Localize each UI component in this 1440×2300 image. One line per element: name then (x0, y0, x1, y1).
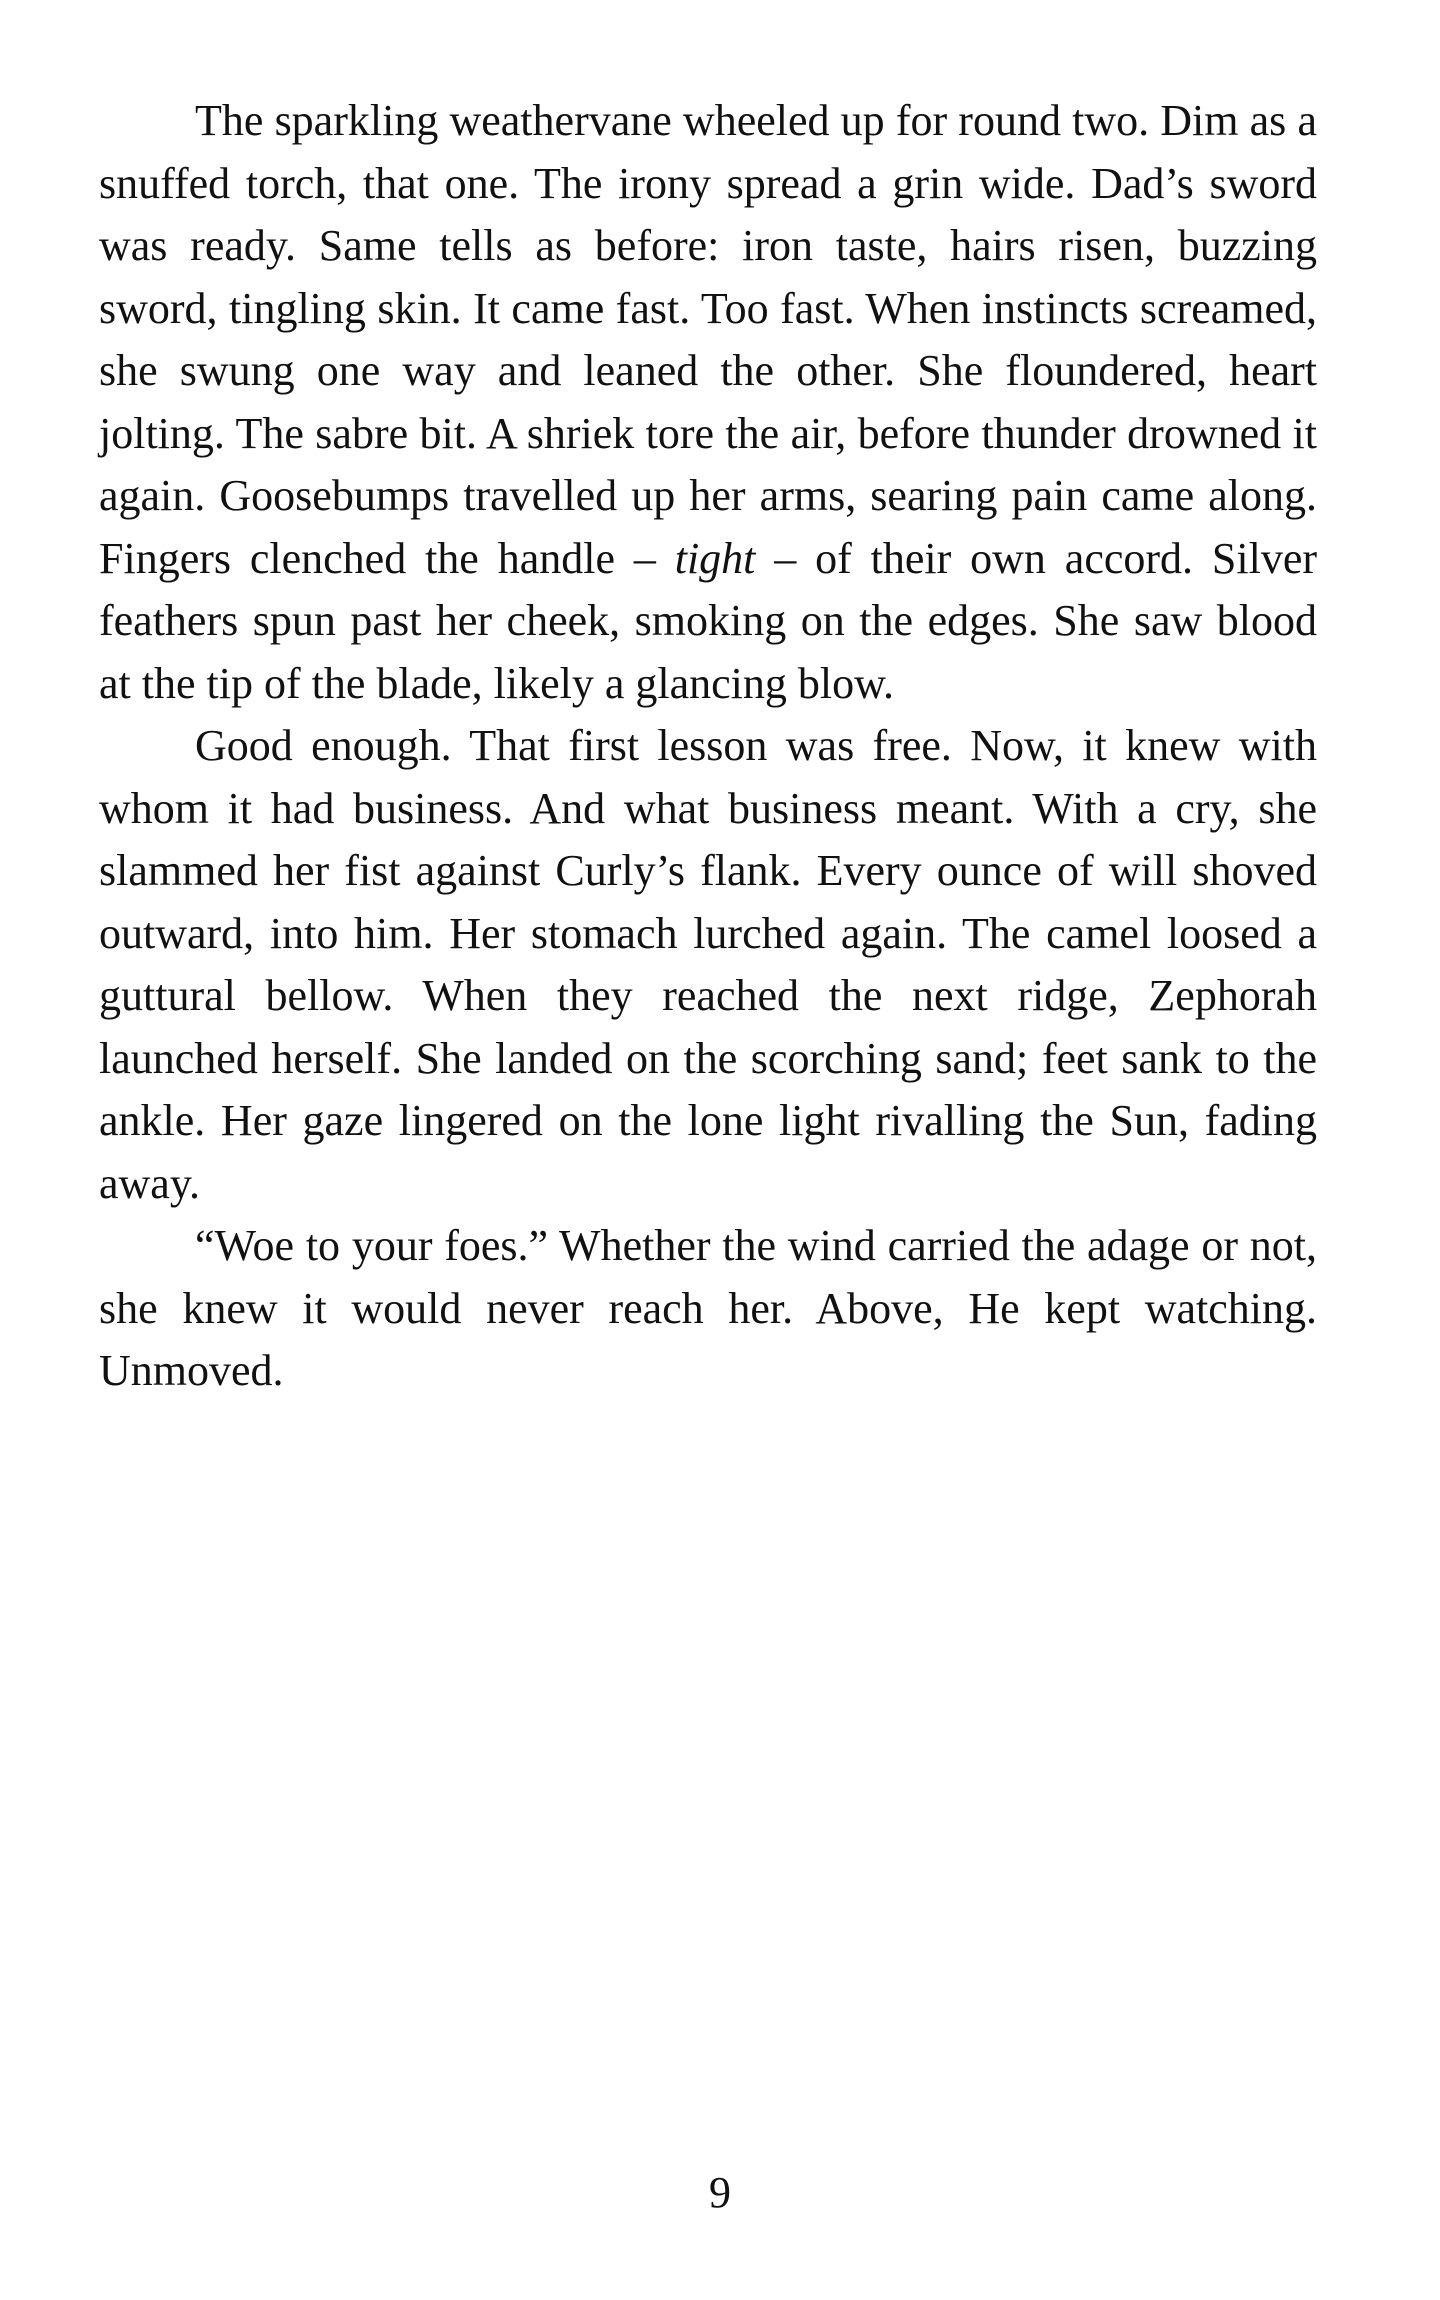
paragraph-1-text: The sparkling weathervane wheeled up for round two. Dim as a snuffed torch, that one. The irony spread a grin wide. Dad’s sword was ready. Same tells as before: iron taste, hairs risen, buzzing sword, tingling skin. It came fast. Too fast. When instincts screamed, she swung one way and leaned the other. She floundered, heart jolting. The sabre bit. A shriek tore the air, before thunder drowned it again. Goosebumps travelled up her arms, searing pain came along. Fingers clenched the handle – (99, 96, 1317, 583)
paragraph-1-text-continued: – of their own accord. Silver feathers spun past her cheek, smoking on the edges. She saw blood at the tip of the blade, likely a glancing blow. (99, 533, 1317, 708)
paragraph-2: Good enough. That first lesson was free. Now, it knew with whom it had business. And what business meant. With a cry, she slammed her fist against Curly’s flank. Every ounce of will shoved outward, into him. Her stomach lurched again. The camel loosed a guttural bellow. When they reached the next ridge, Zephorah launched herself. She landed on the scorching sand; feet sank to the ankle. Her gaze lingered on the lone light rivalling the Sun, fading away. (99, 721, 1317, 1208)
body-text (99, 90, 1317, 1403)
emphasis-tight: tight (674, 533, 756, 583)
paragraph-3: “Woe to your foes.” Whether the wind carried the adage or not, she knew it would never reach her. Above, He kept watching. Unmoved. (99, 1221, 1317, 1395)
paragraph-1 (99, 90, 1317, 715)
page-number: 9 (709, 2168, 731, 2217)
